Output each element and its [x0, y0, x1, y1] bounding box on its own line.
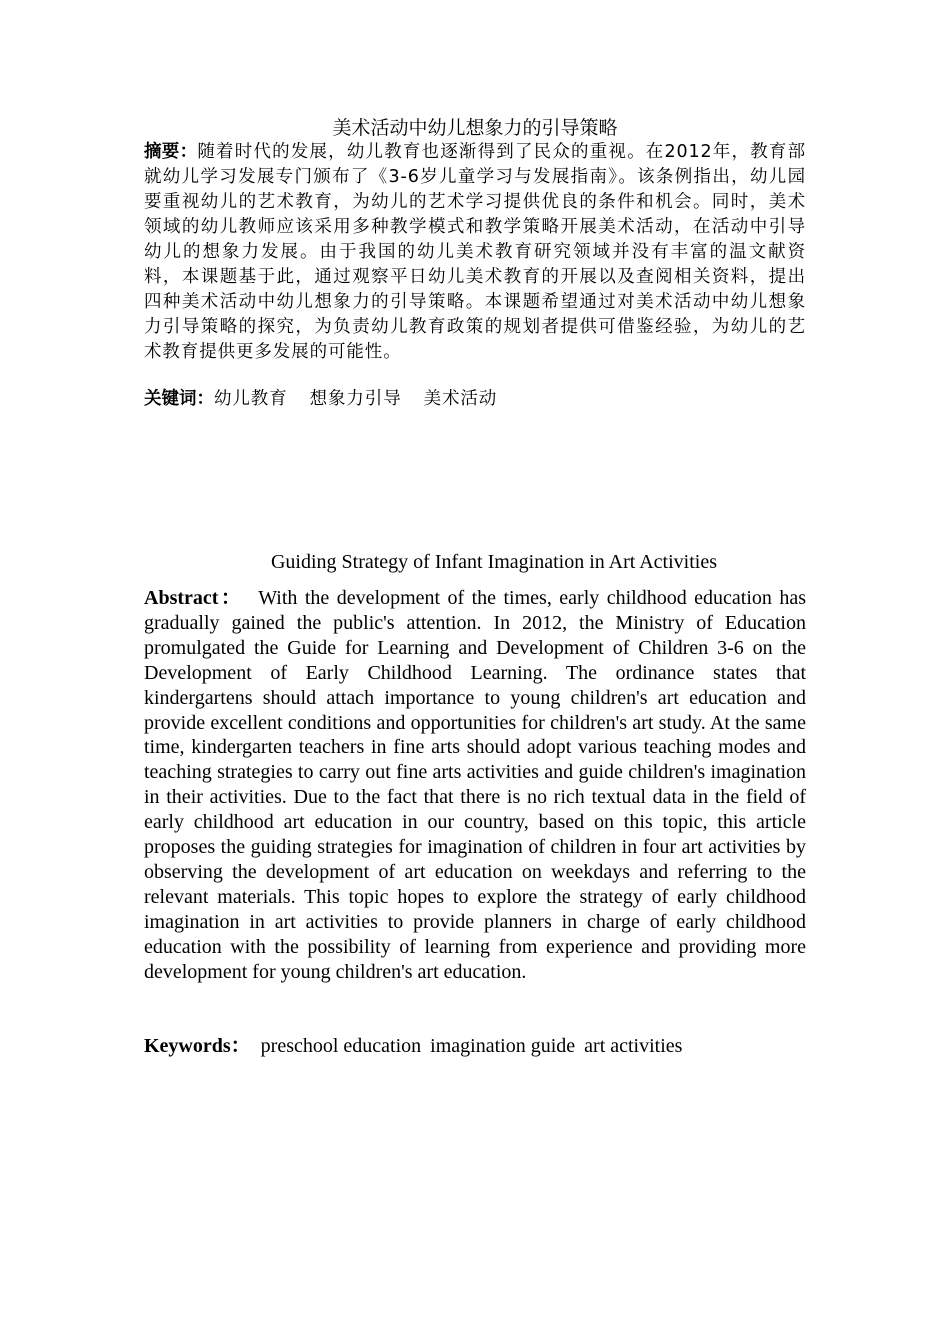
english-keyword: art activities [584, 1035, 683, 1057]
english-keywords [144, 1034, 806, 1059]
chinese-keyword: 幼儿教育 [214, 389, 288, 409]
english-title: Guiding Strategy of Infant Imagination in Art Activities [270, 551, 718, 573]
english-abstract-label: Abstract： [144, 587, 244, 609]
english-keyword: preschool education [260, 1035, 422, 1057]
english-abstract-text: With the development of the times, early childhood education has gradually gained the public's attention. In 2012, the Ministry of Education promulgated the Guide for Learning and Development of Children 3-6 on the Development of Early Childhood Learning. The ordinance states that kindergartens should attach importance to young children's art education and provide excellent conditions and opportunities for children's art study. At the same time, kindergarten teachers in fine arts should adopt various teaching modes and teaching strategies to carry out fine arts activities and guide children's imagination in their activities. Due to the fact that there is no rich textual data in the field of early childhood art education in our country, based on this topic, this article proposes the guiding strategies for imagination of children in four art activities by observing the development of art education on weekdays and referring to the relevant materials. This topic hopes to explore the strategy of early childhood imagination in art activities to provide planners in charge of early childhood education with the possibility of learning from experience and providing more development for young children's art education. [144, 587, 806, 983]
english-abstract [144, 586, 806, 985]
chinese-keyword: 想象力引导 [309, 389, 402, 409]
english-keyword: imagination guide [430, 1035, 576, 1057]
chinese-abstract-label: 摘要： [144, 142, 198, 162]
chinese-abstract [144, 140, 806, 365]
chinese-abstract-text: 随着时代的发展，幼儿教育也逐渐得到了民众的重视。在2012年，教育部就幼儿学习发展专门颁布了《3-6岁儿童学习与发展指南》。该条例指出，幼儿园要重视幼儿的艺术教育，为幼儿的艺术学习提供优良的条件和机会。同时，美术领域的幼儿教师应该采用多种教学模式和教学策略开展美术活动，在活动中引导幼儿的想象力发展。由于我国的幼儿美术教育研究领域并没有丰富的温文献资料，本课题基于此，通过观察平日幼儿美术教育的开展以及查阅相关资料，提出四种美术活动中幼儿想象力的引导策略。本课题希望通过对美术活动中幼儿想象力引导策略的探究，为负责幼儿教育政策的规划者提供可借鉴经验，为幼儿的艺术教育提供更多发展的可能性。 [144, 142, 807, 362]
chinese-title: 美术活动中幼儿想象力的引导策略 [332, 117, 618, 139]
english-keywords-label: Keywords： [144, 1035, 251, 1057]
chinese-keyword: 美术活动 [423, 389, 498, 409]
chinese-keywords [144, 387, 806, 412]
chinese-keywords-label: 关键词： [144, 389, 214, 409]
